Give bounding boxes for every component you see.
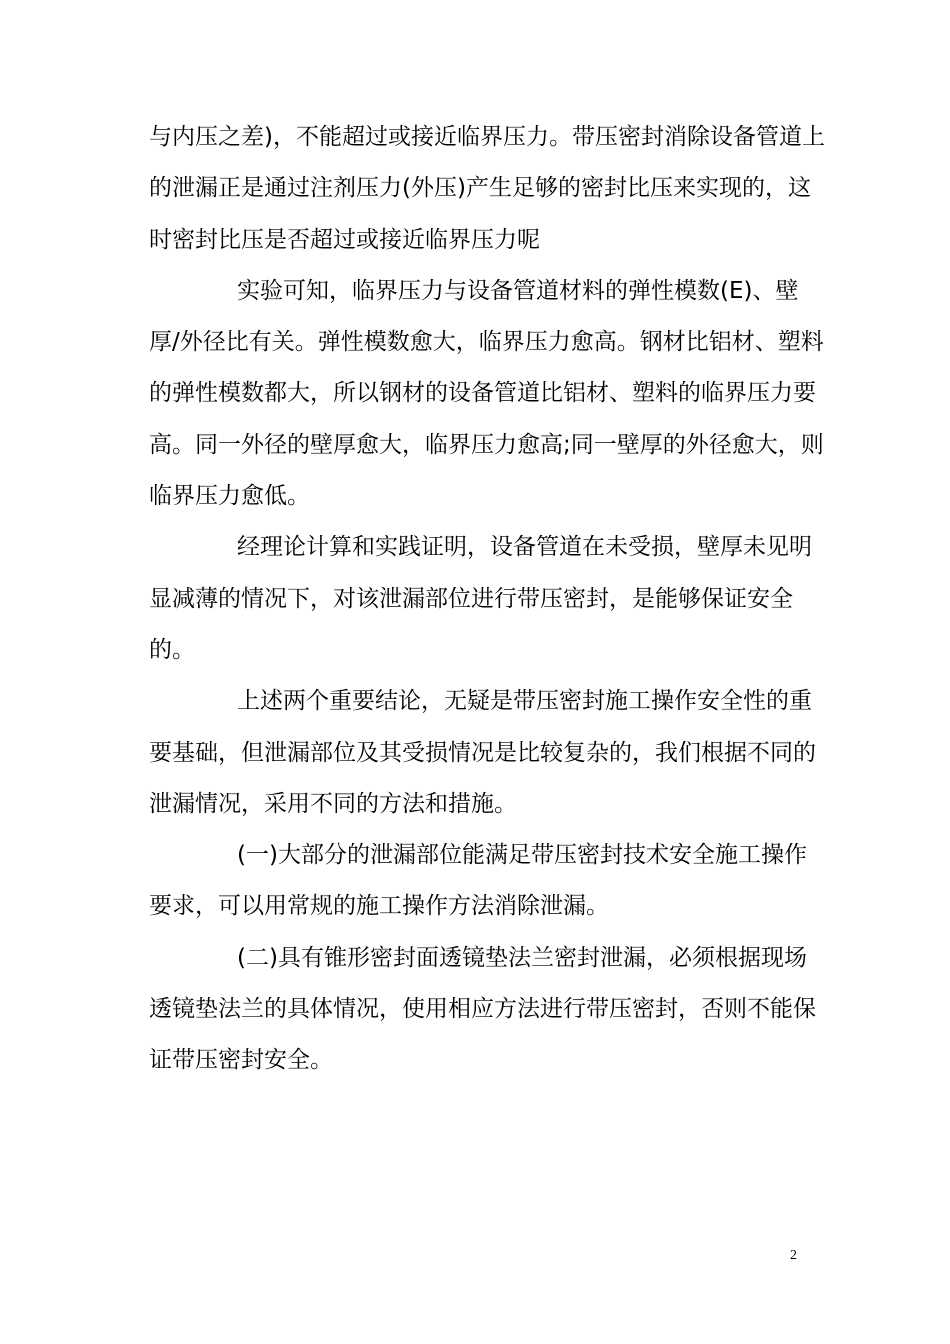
- paragraph-first-line: 经理论计算和实践证明，设备管道在未受损，壁厚未见明: [237, 534, 812, 561]
- text-line: 的弹性模数都大，所以钢材的设备管道比铝材、塑料的临界压力要: [149, 380, 816, 407]
- text-line: 时密封比压是否超过或接近临界压力呢: [149, 226, 540, 253]
- text-line: 要求，可以用常规的施工操作方法消除泄漏。: [149, 893, 609, 920]
- text-line: 临界压力愈低。: [149, 483, 310, 510]
- text-line: 证带压密封安全。: [149, 1047, 333, 1074]
- text-line: 厚/外径比有关。弹性模数愈大，临界压力愈高。钢材比铝材、塑料: [149, 329, 824, 356]
- paragraph-first-line: 实验可知，临界压力与设备管道材料的弹性模数(E)、壁: [237, 277, 799, 304]
- text-line: 的。: [149, 636, 195, 663]
- paragraph-first-line: 上述两个重要结论，无疑是带压密封施工操作安全性的重: [237, 688, 812, 715]
- text-line: 泄漏情况，采用不同的方法和措施。: [149, 790, 517, 817]
- document-body: [149, 112, 825, 1087]
- text-line: 显减薄的情况下，对该泄漏部位进行带压密封，是能够保证安全: [149, 585, 793, 612]
- page-number: 2: [790, 1248, 797, 1263]
- text-line: 高。同一外径的壁厚愈大，临界压力愈高;同一壁厚的外径愈大，则: [149, 431, 824, 458]
- paragraph-first-line: (二)具有锥形密封面透镜垫法兰密封泄漏，必须根据现场: [237, 944, 807, 971]
- text-line: 与内压之差)，不能超过或接近临界压力。带压密封消除设备管道上: [149, 124, 825, 150]
- text-line: 要基础，但泄漏部位及其受损情况是比较复杂的，我们根据不同的: [149, 739, 816, 766]
- text-line: 的泄漏正是通过注剂压力(外压)产生足够的密封比压来实现的，这: [149, 175, 811, 202]
- text-line: 透镜垫法兰的具体情况，使用相应方法进行带压密封，否则不能保: [149, 996, 816, 1023]
- paragraph-first-line: (一)大部分的泄漏部位能满足带压密封技术安全施工操作: [237, 842, 807, 869]
